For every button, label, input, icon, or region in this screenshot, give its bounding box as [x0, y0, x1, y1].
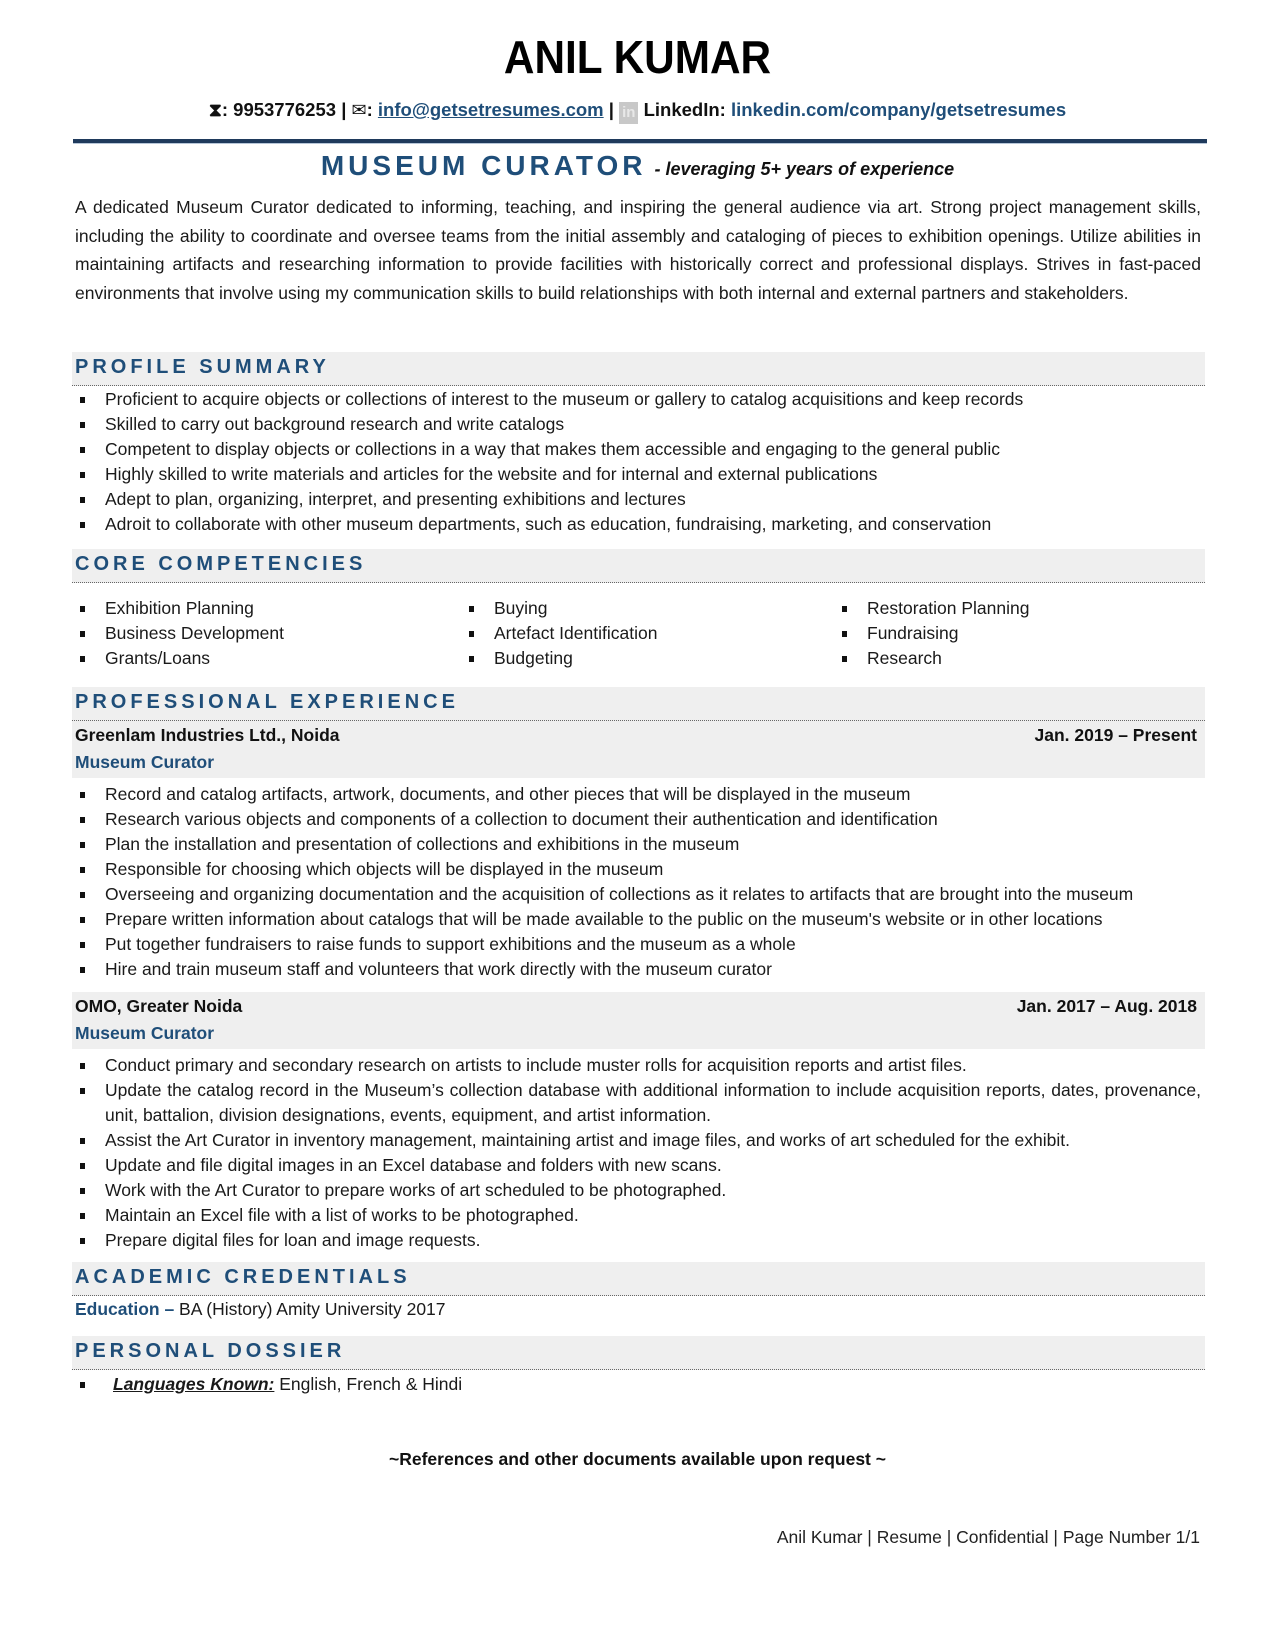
bullet-icon [80, 472, 85, 478]
list-item: Skilled to carry out background research and write catalogs [75, 412, 1205, 437]
education-label: Education – [75, 1299, 175, 1319]
job-role: Museum Curator [75, 1023, 215, 1043]
competency-column-3 [838, 596, 1029, 671]
linkedin-label: LinkedIn: [643, 99, 726, 120]
competency-column-1 [76, 596, 284, 671]
candidate-name: ANIL KUMAR [503, 31, 772, 83]
bullet-icon [80, 842, 85, 848]
list-item: Assist the Art Curator in inventory management, maintaining artist and image files, and works of art scheduled for the exhibit. [75, 1128, 1201, 1153]
bullet-icon [80, 1063, 85, 1069]
list-item: Maintain an Excel file with a list of works to be photographed. [75, 1203, 1201, 1228]
competency-item: Grants/Loans [76, 646, 284, 671]
list-item: Adroit to collaborate with other museum departments, such as education, fundraising, marketing, and conservation [75, 512, 1205, 537]
job-title-subtitle: - leveraging 5+ years of experience [654, 159, 955, 179]
section-title: PROFESSIONAL EXPERIENCE [75, 691, 459, 713]
bullet-icon [80, 867, 85, 873]
list-item: Highly skilled to write materials and articles for the website and for internal and external publications [75, 462, 1205, 487]
competency-item: Restoration Planning [838, 596, 1029, 621]
job-title-row [0, 150, 1275, 182]
company-name: OMO, Greater Noida [75, 996, 243, 1016]
company-name: Greenlam Industries Ltd., Noida [75, 725, 340, 745]
summary-paragraph: A dedicated Museum Curator dedicated to informing, teaching, and inspiring the general audience via art. Strong project management skills, including the ability to coordinate and oversee teams from the initial assembly and cataloging of pieces to exhibition openings. Utilize abilities in maintaining artifacts and researching information to provide facilities with historically correct and professional displays. Strives in fast-paced environments that involve using my communication skills to build relationships with both internal and external partners and stakeholders. [75, 197, 1201, 303]
bullet-icon [80, 1382, 85, 1388]
contact-line: ⧗: 9953776253 | ✉: info@getsetresumes.com | in LinkedIn: linkedin.com/company/getsetresumes [0, 99, 1275, 124]
bullet-icon [80, 1163, 85, 1169]
linkedin-icon: in [619, 102, 638, 124]
bullet-icon [80, 942, 85, 948]
bullet-icon [80, 1088, 85, 1094]
list-item: Adept to plan, organizing, interpret, and presenting exhibitions and lectures [75, 487, 1205, 512]
list-item: Update and file digital images in an Excel database and folders with new scans. [75, 1153, 1201, 1178]
list-item: Work with the Art Curator to prepare works of art scheduled to be photographed. [75, 1178, 1201, 1203]
competency-item: Budgeting [465, 646, 657, 671]
bullet-icon [80, 631, 85, 637]
list-item: Update the catalog record in the Museum’s collection database with additional information to include acquisition reports, dates, provenance, unit, battalion, division designations, events, equipment, and artist information. [75, 1078, 1201, 1128]
linkedin-link[interactable]: linkedin.com/company/getsetresumes [730, 99, 1067, 120]
job-dates: Jan. 2017 – Aug. 2018 [1016, 996, 1197, 1016]
competency-column-2 [465, 596, 657, 671]
competency-item: Buying [465, 596, 657, 621]
bullet-icon [842, 631, 847, 637]
bullet-icon [80, 656, 85, 662]
job-title: MUSEUM CURATOR [320, 150, 647, 181]
list-item: Prepare digital files for loan and image requests. [75, 1228, 1201, 1253]
languages-label: Languages Known: [113, 1374, 275, 1394]
competency-item: Research [838, 646, 1029, 671]
section-header-core-competencies [72, 549, 1205, 583]
references-note: ~References and other documents available upon request ~ [389, 1449, 886, 1469]
education-value: BA (History) Amity University 2017 [174, 1299, 446, 1319]
section-title: CORE COMPETENCIES [75, 553, 367, 575]
section-header-professional-experience [72, 687, 1205, 721]
list-item: Responsible for choosing which objects will be displayed in the museum [75, 857, 1205, 882]
divider: | [341, 99, 347, 120]
email-icon: ✉ [351, 100, 367, 120]
bullet-icon [80, 1138, 85, 1144]
list-item: Conduct primary and secondary research on artists to include muster rolls for acquisition reports and artist files. [75, 1053, 1201, 1078]
job-2-responsibilities [75, 1053, 1201, 1253]
section-header-profile-summary [72, 352, 1205, 386]
list-item: Research various objects and components of a collection to document their authentication and identification [75, 807, 1205, 832]
competency-item: Artefact Identification [465, 621, 657, 646]
list-item: Proficient to acquire objects or collections of interest to the museum or gallery to catalog acquisitions and keep records [75, 387, 1205, 412]
education-entry [75, 1299, 446, 1320]
bullet-icon [80, 817, 85, 823]
section-title: PROFILE SUMMARY [75, 356, 330, 378]
page-footer: Anil Kumar | Resume | Confidential | Page Number 1/1 [776, 1527, 1200, 1547]
bullet-icon [80, 497, 85, 503]
list-item: Overseeing and organizing documentation and the acquisition of collections as it relates to artifacts that are brought into the museum [75, 882, 1205, 907]
bullet-icon [842, 656, 847, 662]
list-item: Put together fundraisers to raise funds to support exhibitions and the museum as a whole [75, 932, 1205, 957]
bullet-icon [80, 892, 85, 898]
bullet-icon [469, 606, 474, 612]
personal-dossier-list [75, 1372, 1205, 1397]
list-item: Plan the installation and presentation of collections and exhibitions in the museum [75, 832, 1205, 857]
section-title: ACADEMIC CREDENTIALS [75, 1266, 411, 1288]
email-link[interactable]: info@getsetresumes.com [377, 99, 604, 120]
bullet-icon [80, 447, 85, 453]
bullet-icon [80, 1238, 85, 1244]
bullet-icon [80, 917, 85, 923]
list-item: Competent to display objects or collections in a way that makes them accessible and engaging to the general public [75, 437, 1205, 462]
phone-number: 9953776253 [233, 99, 337, 120]
list-item: Prepare written information about catalogs that will be made available to the public on the museum's website or in other locations [75, 907, 1205, 932]
competency-item: Fundraising [838, 621, 1029, 646]
divider: | [608, 99, 614, 120]
job-header-2 [72, 992, 1205, 1049]
list-item: Hire and train museum staff and volunteers that work directly with the museum curator [75, 957, 1205, 982]
bullet-icon [80, 792, 85, 798]
phone-icon: ⧗ [208, 99, 222, 120]
list-item [75, 1372, 1205, 1397]
profile-summary-list [75, 387, 1205, 537]
job-role: Museum Curator [75, 752, 215, 772]
bullet-icon [80, 1213, 85, 1219]
job-header-1 [72, 721, 1205, 778]
languages-value: English, French & Hindi [274, 1374, 463, 1394]
competency-item: Business Development [76, 621, 284, 646]
bullet-icon [80, 606, 85, 612]
bullet-icon [80, 1188, 85, 1194]
bullet-icon [80, 397, 85, 403]
job-dates: Jan. 2019 – Present [1034, 725, 1197, 745]
bullet-icon [469, 631, 474, 637]
section-header-academic-credentials [72, 1262, 1205, 1296]
bullet-icon [842, 606, 847, 612]
competency-item: Exhibition Planning [76, 596, 284, 621]
bullet-icon [469, 656, 474, 662]
job-1-responsibilities [75, 782, 1205, 982]
bullet-icon [80, 522, 85, 528]
header-divider [73, 139, 1207, 144]
bullet-icon [80, 967, 85, 973]
list-item: Record and catalog artifacts, artwork, documents, and other pieces that will be displayed in the museum [75, 782, 1205, 807]
section-title: PERSONAL DOSSIER [75, 1340, 346, 1362]
bullet-icon [80, 422, 85, 428]
section-header-personal-dossier [72, 1336, 1205, 1370]
